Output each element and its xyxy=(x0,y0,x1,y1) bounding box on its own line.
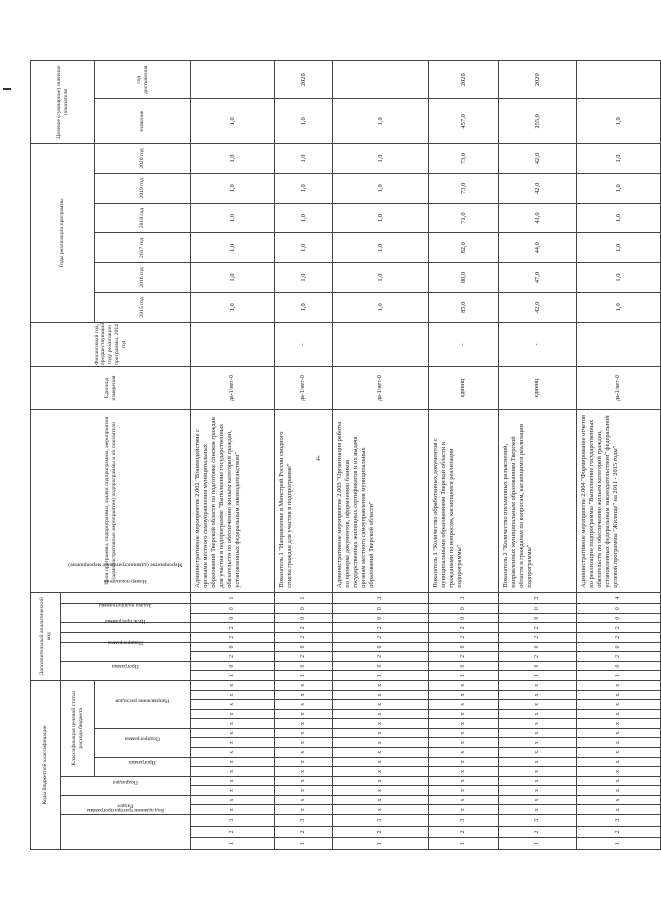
code-cell: х xyxy=(499,719,577,729)
code-cell: 1 xyxy=(577,671,661,681)
code-cell: 2 xyxy=(499,623,577,633)
code-cell: х xyxy=(333,709,429,719)
code-cell: 1 xyxy=(499,838,577,850)
code-cell: х xyxy=(499,757,577,767)
header-prog xyxy=(61,661,191,680)
header-section-text: Раздел xyxy=(117,802,134,809)
goal-value-cell: 457,0 xyxy=(429,99,499,144)
code-cell: 1 xyxy=(191,838,275,850)
table-row xyxy=(333,61,429,850)
code-cell: 3 xyxy=(333,814,429,826)
year-value-cell: 47,0 xyxy=(499,263,577,293)
code-cell: х xyxy=(191,795,275,805)
goal-value-cell: 1,0 xyxy=(577,99,661,144)
code-cell: х xyxy=(191,690,275,700)
code-cell: х xyxy=(499,786,577,796)
code-cell: х xyxy=(429,786,499,796)
base-year-cell: - xyxy=(499,322,577,367)
code-cell: 1 xyxy=(577,838,661,850)
year-value-cell: 1,0 xyxy=(333,203,429,233)
code-cell: 0 xyxy=(275,613,333,623)
base-year-cell: - xyxy=(275,322,333,367)
header-unit: Единица измерения xyxy=(31,367,191,410)
goal-year-cell xyxy=(577,61,661,100)
goal-value-cell: 1,0 xyxy=(275,99,333,144)
header-direction-text: Направление расходов xyxy=(115,697,170,704)
code-cell: х xyxy=(499,776,577,786)
table-row xyxy=(275,61,333,850)
goal-year-cell: 2020 xyxy=(429,61,499,100)
header-extra-group: Дополнительный аналитический код xyxy=(31,592,61,680)
header-subprogram xyxy=(95,728,191,757)
code-cell: х xyxy=(499,805,577,815)
code-cell: х xyxy=(333,805,429,815)
code-cell: х xyxy=(429,690,499,700)
header-year-2018: 2018 год xyxy=(95,203,191,233)
code-cell: х xyxy=(429,719,499,729)
header-goal-code-text: Цель программы xyxy=(105,617,146,624)
goal-year-cell xyxy=(191,61,275,100)
code-cell: 0 xyxy=(333,613,429,623)
code-cell: х xyxy=(275,700,333,710)
code-cell: х xyxy=(577,738,661,748)
year-value-cell: 1,0 xyxy=(333,173,429,203)
code-cell: 2 xyxy=(499,652,577,662)
year-value-cell: 1,0 xyxy=(577,144,661,174)
code-cell: х xyxy=(429,728,499,738)
code-cell: х xyxy=(275,738,333,748)
goal-value-cell: 1,0 xyxy=(191,99,275,144)
code-cell: х xyxy=(577,767,661,777)
header-year-2015: 2015 год xyxy=(95,292,191,322)
header-subprogram-text: Подпрограмма xyxy=(124,735,161,742)
indicator-text: Административное мероприятие 2.002 "Взаимодействие с органами местного самоуправления муниципальных образований Тверской области по подготовке списков граждан для участия в подпрограмме "Выполнение государственных обязательств по обеспечению жильем категорий граждан, установленных федеральным законодательством" xyxy=(191,409,275,592)
code-cell: х xyxy=(499,700,577,710)
code-cell: х xyxy=(499,767,577,777)
indicator-text: Административное мероприятие 2.004 "Формирование отчетов по реализации подпрограммы "Выполнение государственных обязательств по обеспечению жильем категорий граждан, установленных федеральным законодательством" федеральной целевой программы "Жилище" на 2011 - 2015 годы" xyxy=(577,409,661,592)
code-cell: 3 xyxy=(275,814,333,826)
code-cell: 1 xyxy=(429,671,499,681)
code-cell: х xyxy=(275,795,333,805)
code-cell: 3 xyxy=(429,592,499,604)
header-admin-code-text: Код администратора программы xyxy=(86,806,165,813)
code-cell: х xyxy=(275,757,333,767)
code-cell: х xyxy=(429,757,499,767)
code-cell: х xyxy=(429,738,499,748)
year-value-cell: 1,0 xyxy=(333,144,429,174)
base-year-cell xyxy=(333,322,429,367)
header-subsection-text: Подраздел xyxy=(112,778,139,785)
code-cell: х xyxy=(191,700,275,710)
code-cell: х xyxy=(191,680,275,690)
header-target: Цели программы, подпрограммы, задачи подпрограммы, мероприятия (административные мероприятия) подпрограммы и их показатели xyxy=(31,409,191,592)
code-cell: х xyxy=(191,748,275,758)
code-cell: х xyxy=(499,795,577,805)
goal-value-cell: 1,0 xyxy=(333,99,429,144)
code-cell: 2 xyxy=(333,652,429,662)
code-cell: х xyxy=(577,700,661,710)
code-cell: х xyxy=(333,690,429,700)
code-cell: 2 xyxy=(577,623,661,633)
code-cell: х xyxy=(191,719,275,729)
code-cell: 2 xyxy=(275,633,333,643)
code-cell: 2 xyxy=(191,826,275,838)
base-year-cell xyxy=(577,322,661,367)
header-subprog xyxy=(61,639,191,661)
year-value-cell: 73,0 xyxy=(429,144,499,174)
year-value-cell: 1,0 xyxy=(333,292,429,322)
header-year-2020: 2020 год xyxy=(95,144,191,174)
code-cell: х xyxy=(333,767,429,777)
code-cell: 0 xyxy=(275,604,333,614)
code-cell: х xyxy=(429,748,499,758)
code-cell: х xyxy=(191,728,275,738)
year-value-cell: 44,0 xyxy=(499,233,577,263)
code-cell: 3 xyxy=(429,814,499,826)
base-year-cell xyxy=(191,322,275,367)
header-year-2017: 2017 год xyxy=(95,233,191,263)
code-cell: 0 xyxy=(499,613,577,623)
code-cell: х xyxy=(499,728,577,738)
code-cell: 0 xyxy=(499,661,577,671)
code-cell: 0 xyxy=(577,604,661,614)
code-cell: 0 xyxy=(191,661,275,671)
code-cell: х xyxy=(577,776,661,786)
code-cell: 2 xyxy=(577,826,661,838)
code-cell: х xyxy=(333,757,429,767)
code-cell: 0 xyxy=(275,661,333,671)
code-cell: 2 xyxy=(275,652,333,662)
year-value-cell: 1,0 xyxy=(333,263,429,293)
year-value-cell: 1,0 xyxy=(275,203,333,233)
code-cell: х xyxy=(333,786,429,796)
code-cell: х xyxy=(191,738,275,748)
code-cell: х xyxy=(191,776,275,786)
base-year-cell: - xyxy=(429,322,499,367)
code-cell: 0 xyxy=(333,642,429,652)
header-prog-text: Программа xyxy=(112,662,139,669)
code-cell: х xyxy=(275,767,333,777)
code-cell: 3 xyxy=(577,814,661,826)
code-cell: 2 xyxy=(333,633,429,643)
header-subsection xyxy=(61,776,191,795)
year-value-cell: 1,0 xyxy=(191,203,275,233)
header-budget-group: Коды бюджетной классификации xyxy=(31,680,61,849)
year-value-cell: 1,0 xyxy=(577,263,661,293)
code-cell: х xyxy=(577,786,661,796)
code-cell: 2 xyxy=(429,652,499,662)
code-cell: х xyxy=(577,795,661,805)
year-value-cell: 80,0 xyxy=(429,263,499,293)
code-cell: х xyxy=(191,805,275,815)
code-cell: 1 xyxy=(275,592,333,604)
unit-cell: единиц xyxy=(429,367,499,410)
code-cell: х xyxy=(275,728,333,738)
year-value-cell: 1,0 xyxy=(275,144,333,174)
code-cell: х xyxy=(429,680,499,690)
code-cell: х xyxy=(429,700,499,710)
code-cell: х xyxy=(577,748,661,758)
code-cell: х xyxy=(333,738,429,748)
code-cell: х xyxy=(333,795,429,805)
year-value-cell: 71,0 xyxy=(429,203,499,233)
code-cell: х xyxy=(499,690,577,700)
header-subprog-text: Подпрограмма xyxy=(107,639,144,646)
code-cell: х xyxy=(275,805,333,815)
header-program-text: Программа xyxy=(129,758,156,765)
code-cell: 3 xyxy=(191,814,275,826)
code-cell: 0 xyxy=(191,642,275,652)
year-value-cell: 1,0 xyxy=(191,292,275,322)
code-cell: х xyxy=(429,776,499,786)
goal-year-cell: 2020 xyxy=(275,61,333,100)
code-cell: х xyxy=(275,709,333,719)
year-value-cell: 1,0 xyxy=(577,203,661,233)
rotated-table-wrapper xyxy=(30,60,630,850)
year-value-cell: 85,0 xyxy=(429,292,499,322)
year-value-cell: 1,0 xyxy=(191,233,275,263)
page-number: 4 xyxy=(316,454,320,463)
header-class-group: Классификация целевой статьи расхода бюджета xyxy=(61,680,95,776)
year-value-cell: 82,0 xyxy=(429,233,499,263)
unit-cell: да-1/нет-0 xyxy=(275,367,333,410)
code-cell: 0 xyxy=(429,604,499,614)
year-value-cell: 42,0 xyxy=(499,292,577,322)
header-goal: Целевое (суммарное) значение показателя xyxy=(31,61,95,144)
year-value-cell: 1,0 xyxy=(275,263,333,293)
code-cell: х xyxy=(577,690,661,700)
code-cell: х xyxy=(275,776,333,786)
code-cell: 2 xyxy=(275,826,333,838)
code-cell: 4 xyxy=(577,592,661,604)
goal-value-cell: 255,0 xyxy=(499,99,577,144)
header-year-2019: 2019 год xyxy=(95,173,191,203)
code-cell: х xyxy=(333,700,429,710)
header-event-text: Мероприятие (административное мероприятие) xyxy=(68,561,183,568)
code-cell: 3 xyxy=(499,814,577,826)
header-indicator-text: Номер показателя xyxy=(104,578,147,585)
header-goal-year: год достижения xyxy=(95,61,191,100)
table-row xyxy=(429,61,499,850)
code-cell: 0 xyxy=(191,604,275,614)
header-year-2016: 2016 год xyxy=(95,263,191,293)
code-cell: 0 xyxy=(275,642,333,652)
code-cell: х xyxy=(499,738,577,748)
code-cell: х xyxy=(333,719,429,729)
code-cell: 2 xyxy=(275,623,333,633)
code-cell: 2 xyxy=(333,826,429,838)
code-cell: 0 xyxy=(429,642,499,652)
code-cell: 2 xyxy=(577,633,661,643)
scan-margin-mark xyxy=(3,88,11,90)
code-cell: 1 xyxy=(333,671,429,681)
code-cell: х xyxy=(275,786,333,796)
code-cell: 0 xyxy=(577,613,661,623)
year-value-cell: 73,0 xyxy=(429,173,499,203)
code-cell: х xyxy=(191,786,275,796)
code-cell: 0 xyxy=(577,642,661,652)
code-cell: х xyxy=(275,748,333,758)
code-cell: 2 xyxy=(577,652,661,662)
indicator-text: Показатель 1 "Количество обработанных документов с муниципальными образованиями Тверской области и гражданами по вопросам, касающимся реализации подпрограммы" xyxy=(429,409,499,592)
code-cell: 0 xyxy=(499,642,577,652)
code-cell: 3 xyxy=(333,592,429,604)
unit-cell: да-1/нет-0 xyxy=(577,367,661,410)
code-cell: х xyxy=(429,709,499,719)
year-value-cell: 1,0 xyxy=(577,292,661,322)
header-task-text: Задача подпрограммы xyxy=(99,602,152,609)
code-cell: 1 xyxy=(499,671,577,681)
unit-cell: единиц xyxy=(499,367,577,410)
code-cell: 2 xyxy=(191,623,275,633)
code-cell: 1 xyxy=(191,671,275,681)
header-program xyxy=(95,757,191,776)
goal-year-cell xyxy=(333,61,429,100)
code-cell: х xyxy=(499,748,577,758)
year-value-cell: 41,0 xyxy=(499,203,577,233)
year-value-cell: 1,0 xyxy=(191,173,275,203)
code-cell: 2 xyxy=(499,826,577,838)
code-cell: 2 xyxy=(333,623,429,633)
year-value-cell: 1,0 xyxy=(577,173,661,203)
year-value-cell: 1,0 xyxy=(275,233,333,263)
code-cell: х xyxy=(333,776,429,786)
unit-cell: да-1/нет-0 xyxy=(333,367,429,410)
year-value-cell: 1,0 xyxy=(191,144,275,174)
year-value-cell: 1,0 xyxy=(191,263,275,293)
code-cell: х xyxy=(577,728,661,738)
unit-cell: да-1/нет-0 xyxy=(191,367,275,410)
indicator-text: Показатель 2 "Количество письменных разъяснений, направленных муниципальным образованиям Тверской области и гражданам по вопросам, касающимся реализации подпрограммы" xyxy=(499,409,577,592)
code-cell: х xyxy=(577,805,661,815)
code-cell: 0 xyxy=(429,613,499,623)
code-cell: х xyxy=(275,719,333,729)
year-value-cell: 1,0 xyxy=(577,233,661,263)
code-cell: 0 xyxy=(429,661,499,671)
code-cell: х xyxy=(577,757,661,767)
code-cell: 2 xyxy=(499,633,577,643)
code-cell: х xyxy=(191,767,275,777)
code-cell: 0 xyxy=(499,604,577,614)
code-cell: х xyxy=(333,728,429,738)
header-direction xyxy=(95,680,191,728)
year-value-cell: 42,0 xyxy=(499,173,577,203)
code-cell: х xyxy=(499,680,577,690)
year-value-cell: 1,0 xyxy=(333,233,429,263)
code-cell: 0 xyxy=(191,613,275,623)
code-cell: х xyxy=(429,795,499,805)
code-cell: х xyxy=(429,805,499,815)
code-cell: х xyxy=(429,767,499,777)
code-cell: х xyxy=(333,680,429,690)
code-cell: 0 xyxy=(577,661,661,671)
code-cell: 0 xyxy=(333,604,429,614)
code-cell: 2 xyxy=(429,826,499,838)
program-indicators-table xyxy=(30,60,661,850)
code-cell: х xyxy=(333,748,429,758)
header-fin-year: Финансовый год, предшествующий году реализации программы, 2014 год xyxy=(31,322,191,367)
code-cell: 2 xyxy=(191,633,275,643)
code-cell: х xyxy=(577,680,661,690)
code-cell: 2 xyxy=(191,652,275,662)
code-cell: х xyxy=(191,757,275,767)
year-value-cell: 1,0 xyxy=(275,173,333,203)
table-row xyxy=(191,61,275,850)
code-cell: х xyxy=(191,709,275,719)
code-cell: 1 xyxy=(429,838,499,850)
header-goal-value: значение xyxy=(95,99,191,144)
code-cell: х xyxy=(499,709,577,719)
code-cell: х xyxy=(577,709,661,719)
header-years: Годы реализации программы xyxy=(31,144,95,323)
year-value-cell: 1,0 xyxy=(275,292,333,322)
indicator-text: Показатель 1 "Направление в Минстрой России сводного списка граждан для участия в подпрограмме" xyxy=(275,409,333,592)
year-value-cell: 42,0 xyxy=(499,144,577,174)
goal-year-cell: 2020 xyxy=(499,61,577,100)
table-row xyxy=(577,61,661,850)
header-admin-code xyxy=(61,806,191,849)
code-cell: х xyxy=(275,680,333,690)
code-cell: х xyxy=(275,690,333,700)
code-cell: 2 xyxy=(429,623,499,633)
table-row xyxy=(499,61,577,850)
code-cell: 1 xyxy=(275,671,333,681)
code-cell: 1 xyxy=(275,838,333,850)
code-cell: 2 xyxy=(429,633,499,643)
code-cell: 0 xyxy=(333,661,429,671)
code-cell: 3 xyxy=(499,592,577,604)
indicator-text: Административное мероприятие 2.003 "Организация работы по проверке документов, оформлению бланков государственных жилищных сертификатов и их выдача органам местного самоуправления муниципальных образований Тверской области" xyxy=(333,409,429,592)
scanned-table-page xyxy=(30,60,630,850)
code-cell: 1 xyxy=(333,838,429,850)
code-cell: 1 xyxy=(191,592,275,604)
code-cell: х xyxy=(577,719,661,729)
